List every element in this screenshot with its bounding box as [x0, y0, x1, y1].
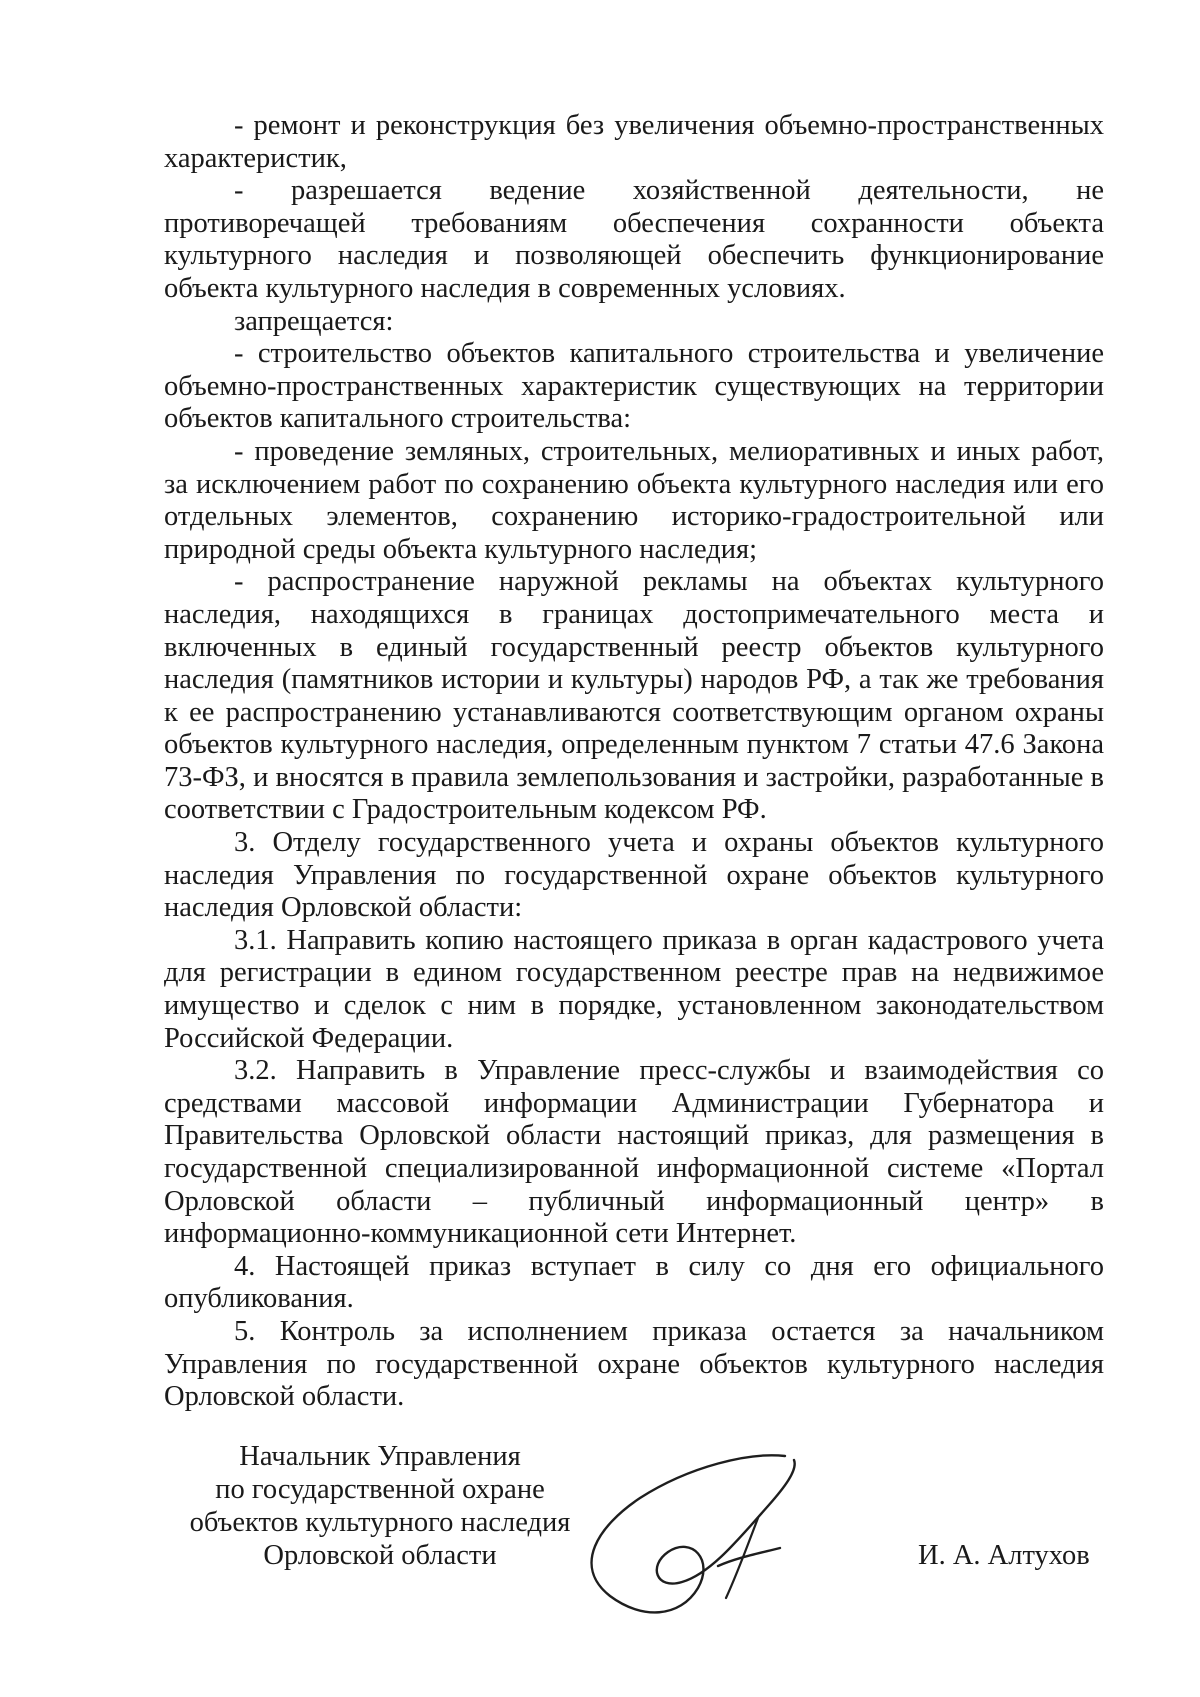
paragraph-earthworks-prohibited: - проведение земляных, строительных, мелиоративных и иных работ, за исключением работ по сохранению объекта культурного наследия или его отдельных элементов, сохранению историко-градостроительной или природной среды объекта культурного наследия;: [164, 435, 1104, 565]
signatory-title-line: объектов культурного наследия: [189, 1507, 571, 1538]
signatory-title-line: по государственной охране: [215, 1474, 545, 1505]
paragraph-item-5: 5. Контроль за исполнением приказа остается за начальником Управления по государственной охране объектов культурного наследия Орловской области.: [164, 1315, 1104, 1413]
paragraph-item-3-1: 3.1. Направить копию настоящего приказа в орган кадастрового учета для регистрации в едином государственном реестре прав на недвижимое имущество и сделок с ним в порядке, установленном законодательством Российской Федерации.: [164, 924, 1104, 1054]
paragraph-item-4: 4. Настоящей приказ вступает в силу со дня его официального опубликования.: [164, 1250, 1104, 1315]
paragraph-economic-activity-permitted: - разрешается ведение хозяйственной деятельности, не противоречащей требованиям обеспечения сохранности объекта культурного наследия и позволяющей обеспечить функционирование объекта культурного наследия в современных условиях.: [164, 175, 1104, 304]
paragraph-outdoor-advertising: - распространение наружной рекламы на объектах культурного наследия, находящихся в границах достопримечательного места и включенных в единый государственный реестр объектов культурного наследия (памятников истории и культуры) народов РФ, а так же требования к ее распространению устанавливаются соответствующим органом охраны объектов культурного наследия, определенным пунктом 7 статьи 47.6 Закона 73-ФЗ, и вносятся в правила землепользования и застройки, разработанные в соответствии с Градостроительным кодексом РФ.: [164, 566, 1104, 826]
signature-stroke-tail: [726, 1518, 758, 1598]
paragraph-item-3-2: 3.2. Направить в Управление пресс-службы и взаимодействия со средствами массовой информации Администрации Губернатора и Правительства Орловской области настоящий приказ, для размещения в государственной специализированной информационной системе «Портал Орловской области – публичный информационный центр» в информационно-коммуникационной сети Интернет.: [164, 1055, 1104, 1250]
paragraph-item-3: 3. Отделу государственного учета и охраны объектов культурного наследия Управления по государственной охране объектов культурного наследия Орловской области:: [164, 827, 1104, 924]
handwritten-signature: [580, 1448, 850, 1628]
paragraph-construction-prohibited: - строительство объектов капитального строительства и увеличение объемно-пространственных характеристик существующих на территории объектов капитального строительства:: [164, 338, 1104, 435]
signatory-title-line: Орловской области: [263, 1540, 497, 1571]
signatory-name: И. А. Алтухов: [918, 1540, 1090, 1571]
signatory-title-line: Начальник Управления: [239, 1441, 521, 1472]
document-body: [164, 110, 1104, 1414]
paragraph-repair-reconstruction: - ремонт и реконструкция без увеличения объемно-пространственных характеристик,: [164, 110, 1104, 174]
paragraph-prohibited-heading: запрещается:: [234, 305, 394, 337]
signatory-title: [160, 1440, 600, 1572]
signature-stroke-main: [592, 1455, 795, 1612]
